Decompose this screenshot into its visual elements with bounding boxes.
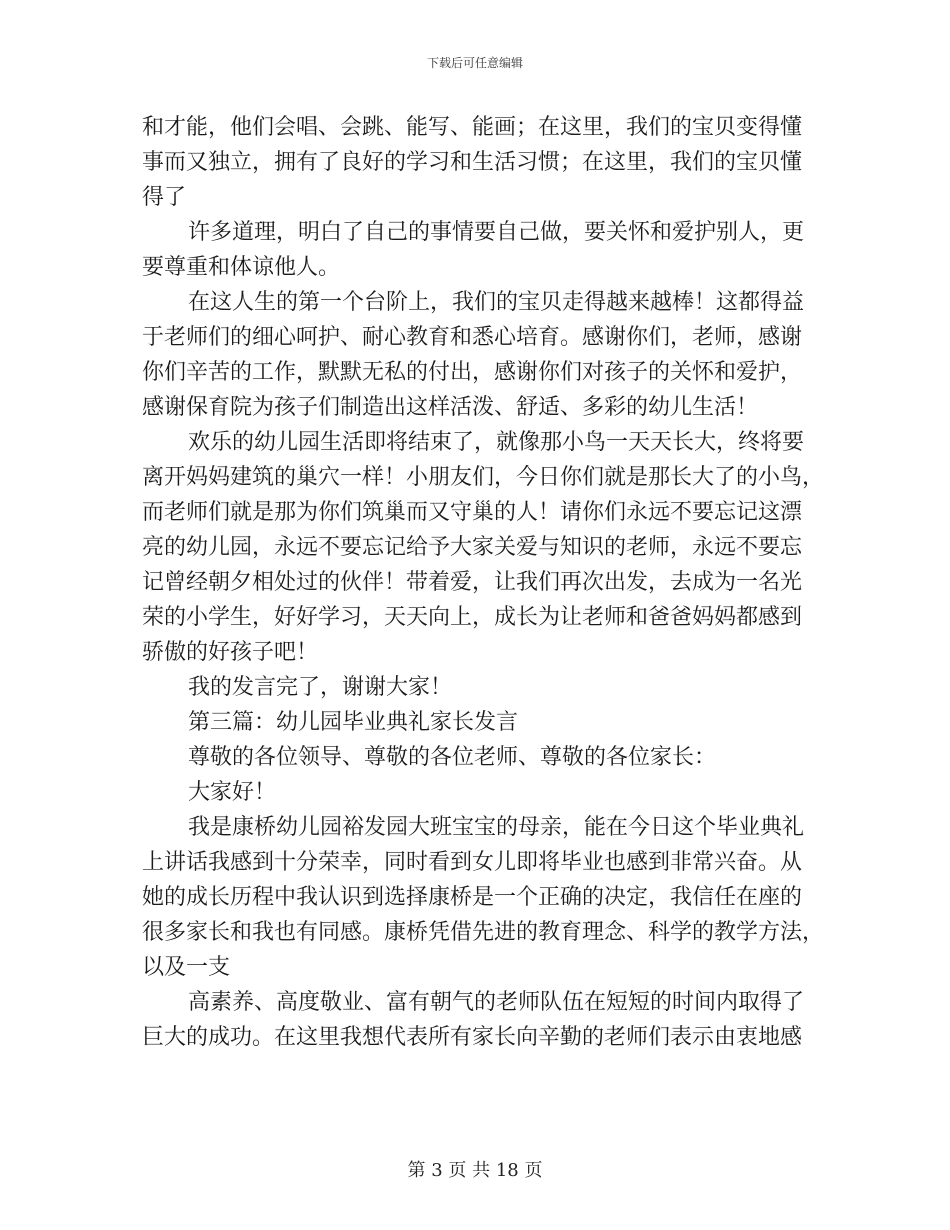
- text-line: 骄傲的好孩子吧！: [142, 640, 319, 665]
- text-line: 我的发言完了，谢谢大家！: [188, 675, 453, 700]
- text-line: 欢乐的幼儿园生活即将结束了，就像那小鸟一天天长大，终将要: [188, 430, 805, 455]
- text-line: 尊敬的各位领导、尊敬的各位老师、尊敬的各位家长：: [188, 745, 717, 770]
- text-line: 你们辛苦的工作，默默无私的付出，感谢你们对孩子的关怀和爱护，: [142, 360, 803, 385]
- text-line: 以及一支: [142, 955, 231, 980]
- text-line: 我是康桥幼儿园裕发园大班宝宝的母亲，能在今日这个毕业典礼: [188, 815, 805, 840]
- text-line: 要尊重和体谅他人。: [142, 255, 341, 280]
- text-line: 于老师们的细心呵护、耐心教育和悉心培育。感谢你们，老师，感谢: [142, 325, 803, 350]
- text-line: 记曾经朝夕相处过的伙伴！带着爱，让我们再次出发，去成为一名光: [142, 570, 803, 595]
- page-header: 下载后可任意编辑: [426, 56, 523, 70]
- page-number: 第 3 页 共 18 页: [407, 1160, 543, 1181]
- text-line: 许多道理，明白了自己的事情要自己做，要关怀和爱护别人，更: [188, 220, 805, 245]
- text-line: 大家好！: [188, 780, 277, 805]
- text-line: 和才能，他们会唱、会跳、能写、能画；在这里，我们的宝贝变得懂: [142, 115, 803, 140]
- text-line: 很多家长和我也有同感。康桥凭借先进的教育理念、科学的教学方法，: [142, 920, 825, 945]
- text-line: 事而又独立，拥有了良好的学习和生活习惯；在这里，我们的宝贝懂: [142, 150, 803, 175]
- text-line: 她的成长历程中我认识到选择康桥是一个正确的决定，我信任在座的: [142, 885, 803, 910]
- section-heading: 第三篇：幼儿园毕业典礼家长发言: [188, 710, 519, 735]
- text-line: 而老师们就是那为你们筑巢而又守巢的人！请你们永远不要忘记这漂: [142, 500, 803, 525]
- text-line: 得了: [142, 185, 187, 210]
- text-line: 上讲话我感到十分荣幸，同时看到女儿即将毕业也感到非常兴奋。从: [142, 850, 803, 875]
- text-line: 感谢保育院为孩子们制造出这样活泼、舒适、多彩的幼儿生活！: [142, 395, 759, 420]
- text-line: 在这人生的第一个台阶上，我们的宝贝走得越来越棒！这都得益: [188, 290, 805, 315]
- document-body: [142, 110, 825, 1055]
- text-line: 离开妈妈建筑的巢穴一样！小朋友们，今日你们就是那长大了的小鸟，: [142, 465, 825, 490]
- text-line: 荣的小学生，好好学习，天天向上，成长为让老师和爸爸妈妈都感到: [142, 605, 803, 630]
- text-line: 巨大的成功。在这里我想代表所有家长向辛勤的老师们表示由衷地感: [142, 1025, 803, 1050]
- text-line: 亮的幼儿园，永远不要忘记给予大家关爱与知识的老师，永远不要忘: [142, 535, 803, 560]
- text-line: 高素养、高度敬业、富有朝气的老师队伍在短短的时间内取得了: [188, 990, 805, 1015]
